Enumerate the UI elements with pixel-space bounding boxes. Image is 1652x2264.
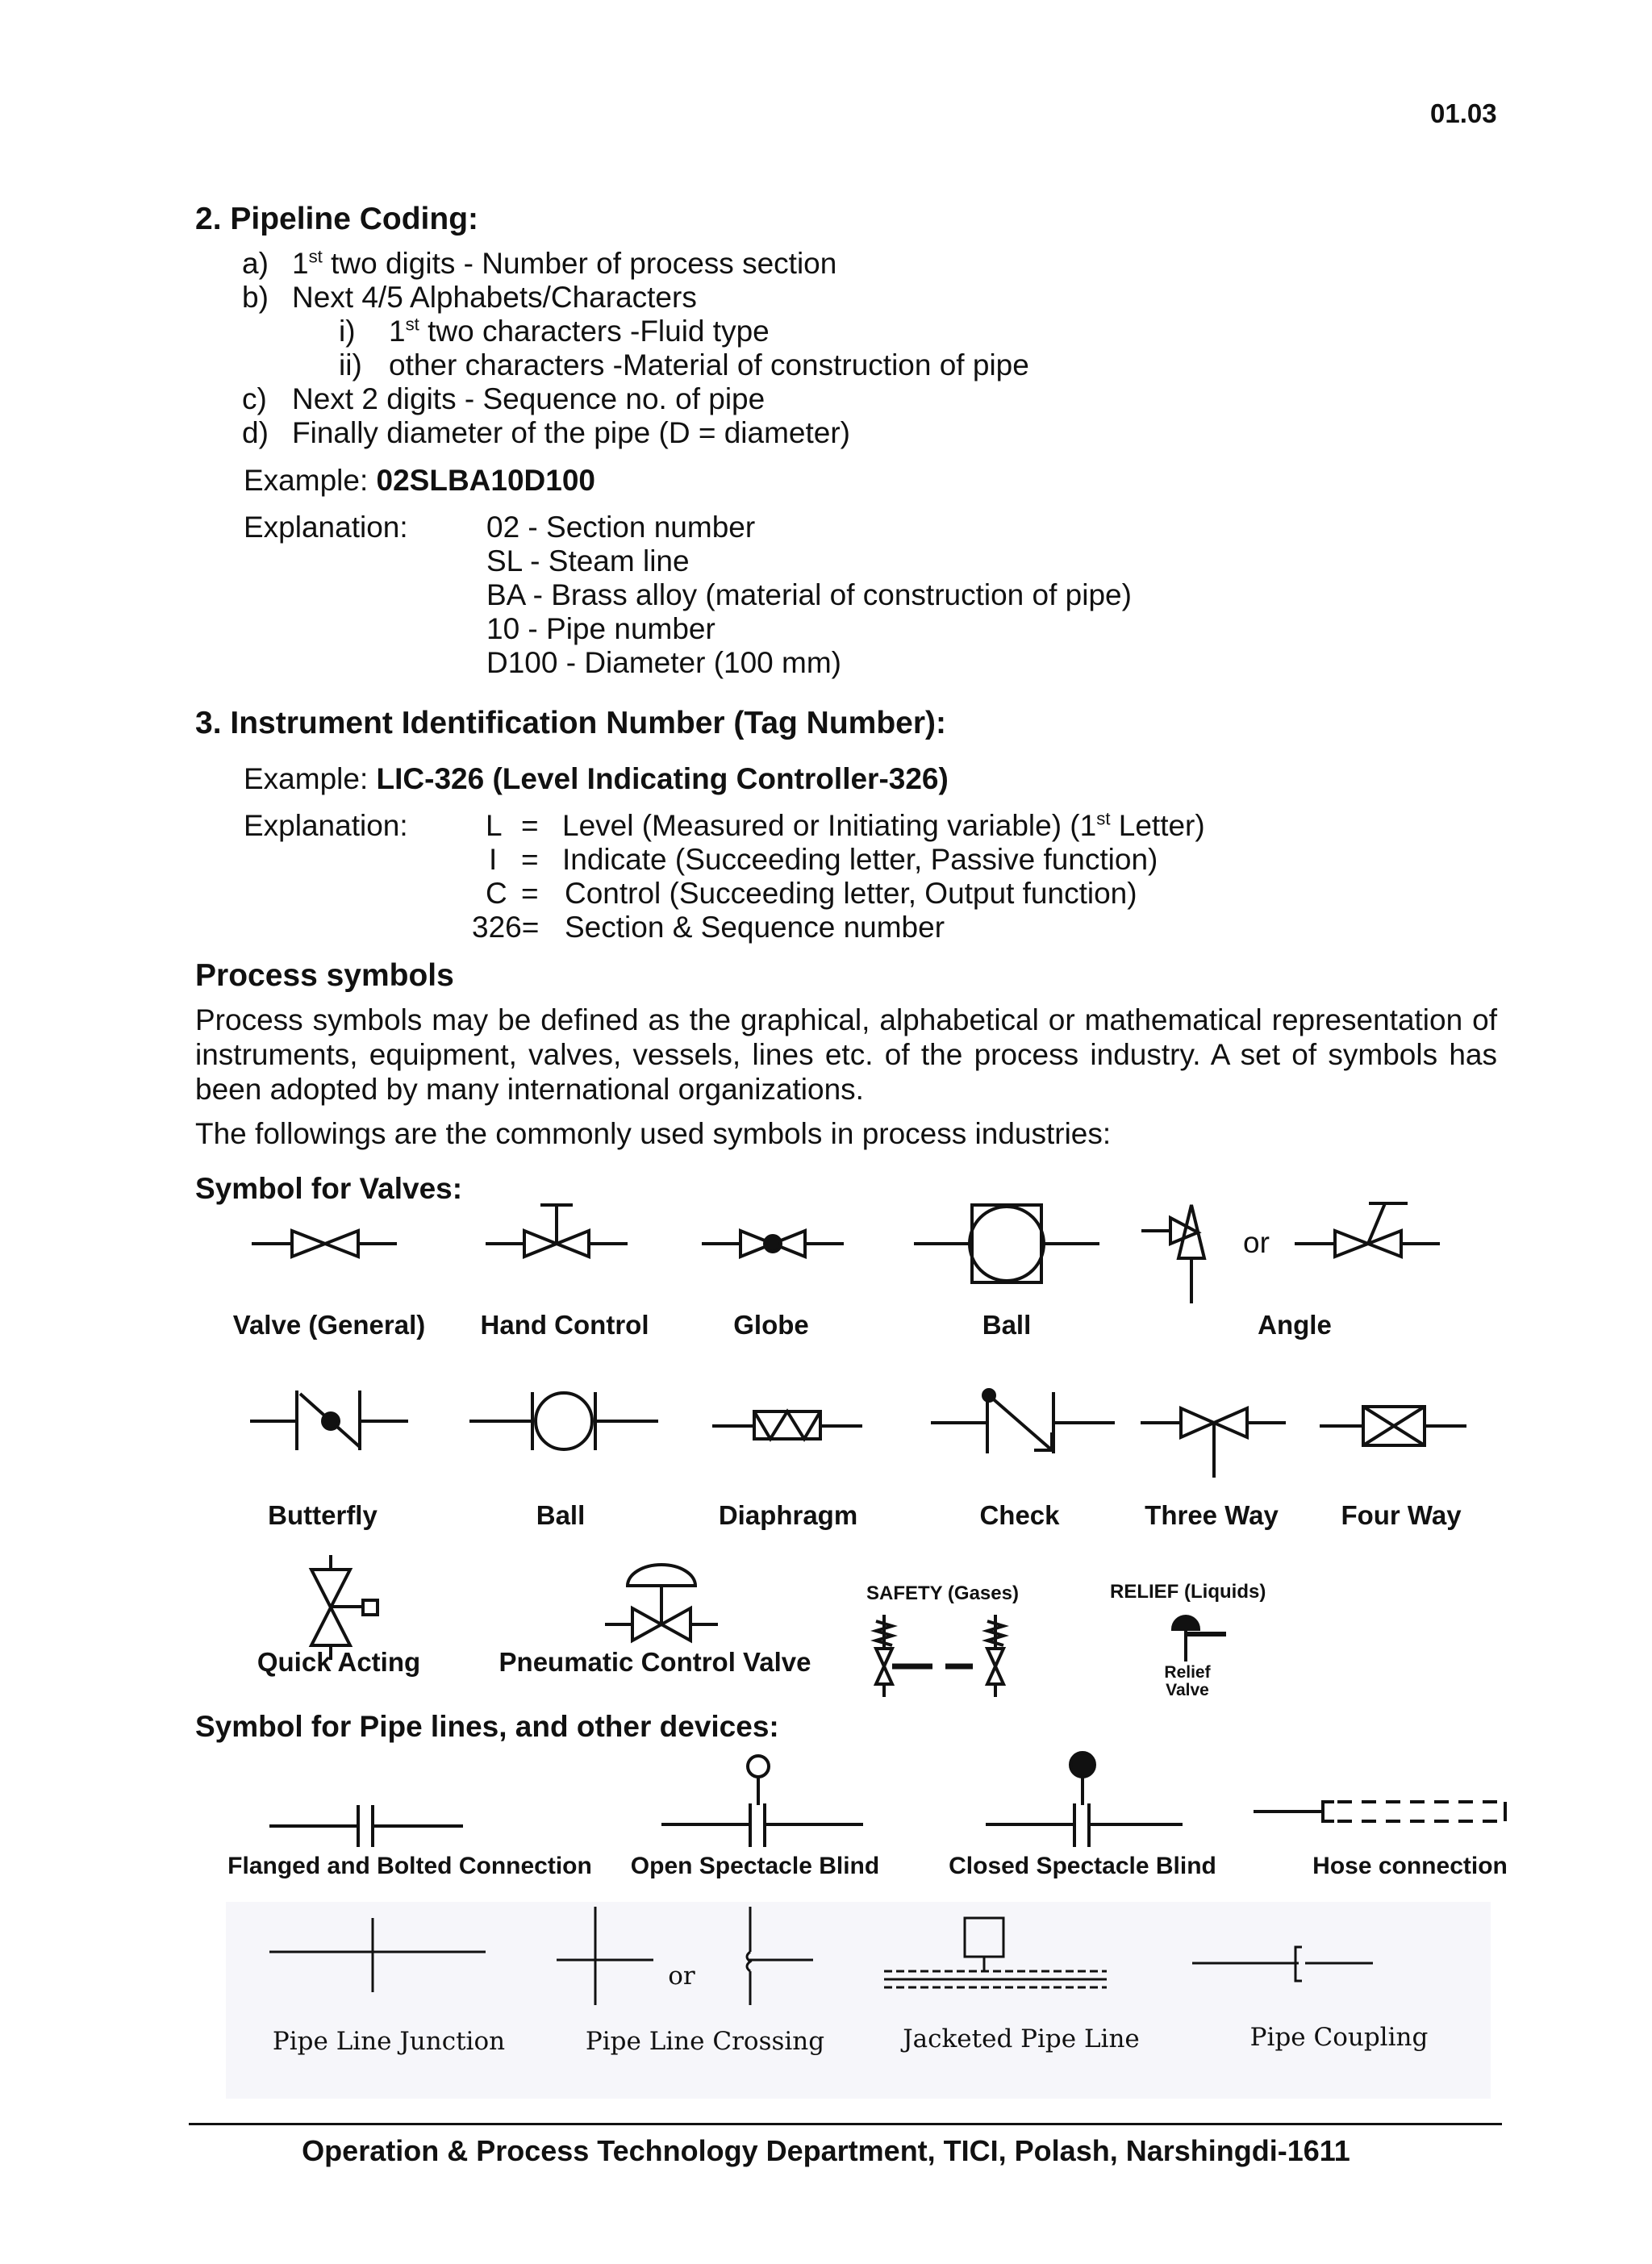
closed-spectacle-blind-label: Closed Spectacle Blind (949, 1853, 1216, 1879)
diaphragm-label: Diaphragm (718, 1500, 858, 1530)
page-number: 01.03 (1430, 98, 1497, 128)
pipeline-item-bi-label: i) (339, 315, 356, 348)
pipeline-item-bi: 1st two characters -Fluid type (389, 314, 770, 348)
closed-spectacle-blind-symbol (986, 1752, 1183, 1850)
instrument-example: Example: LIC-326 (Level Indicating Controller-326) (244, 762, 949, 795)
pipeline-explanation-0: 02 - Section number (486, 511, 756, 544)
jacketed-pipe-line-label: Jacketed Pipe Line (903, 2024, 1140, 2053)
instrument-row-c-text: Control (Succeeding letter, Output function) (565, 877, 1137, 910)
jacketed-pipe-line-symbol (884, 1915, 1107, 1995)
valve-general-symbol (252, 1218, 397, 1266)
angle-label: Angle (1258, 1310, 1332, 1340)
four-way-valve-symbol (1320, 1402, 1466, 1450)
hand-control-valve-symbol (486, 1200, 628, 1268)
pipeline-explanation-2: BA - Brass alloy (material of construction of pipe) (486, 578, 1132, 611)
pipeline-explanation-4: D100 - Diameter (100 mm) (486, 646, 842, 679)
relief-valve-caption: Relief Valve (1164, 1663, 1211, 1699)
pipeline-item-c-label: c) (242, 382, 267, 415)
diaphragm-valve-symbol (712, 1403, 862, 1444)
relief-valve-symbol (1170, 1616, 1226, 1662)
valve-general-label: Valve (General) (232, 1310, 426, 1340)
valves-heading: Symbol for Valves: (195, 1172, 463, 1205)
butterfly-label: Butterfly (268, 1500, 378, 1530)
ball-valve-symbol-2 (469, 1389, 658, 1453)
pipeline-heading: 2. Pipeline Coding: (195, 202, 479, 236)
pipe-coupling-symbol (1192, 1944, 1373, 1986)
pipeline-item-c: Next 2 digits - Sequence no. of pipe (292, 382, 766, 415)
butterfly-valve-symbol (250, 1387, 408, 1452)
pipeline-item-bii: other characters -Material of construction of pipe (389, 348, 1029, 382)
instrument-row-l-text: Level (Measured or Initiating variable) (1st Letter) (562, 808, 1205, 842)
pipeline-explanation-1: SL - Steam line (486, 544, 690, 577)
footer-text: Operation & Process Technology Department, TICI, Polash, Narshingdi-1611 (302, 2134, 1350, 2167)
angle-valve-symbol-2 (1295, 1199, 1440, 1268)
pipeline-item-b-label: b) (242, 281, 269, 314)
check-valve-symbol (931, 1389, 1115, 1457)
ball-label-1: Ball (982, 1310, 1032, 1340)
pipeline-item-b: Next 4/5 Alphabets/Characters (292, 281, 697, 314)
pipeline-item-a-label: a) (242, 247, 269, 280)
globe-label: Globe (733, 1310, 809, 1340)
pipe-line-crossing-label: Pipe Line Crossing (585, 2027, 825, 2056)
pipe-coupling-label: Pipe Coupling (1249, 2023, 1429, 2052)
process-symbols-intro: The followings are the commonly used symbols in process industries: (195, 1117, 1112, 1150)
hose-connection-symbol (1254, 1799, 1508, 1826)
instrument-row-326-key: 326= (472, 911, 540, 944)
angle-or-text: or (1243, 1226, 1270, 1259)
instrument-row-l-eq: = (521, 809, 539, 842)
pipe-line-crossing-symbol (557, 1903, 815, 2008)
instrument-row-c-eq: = (521, 877, 539, 910)
four-way-label: Four Way (1341, 1500, 1462, 1530)
pneumatic-control-valve-symbol (603, 1563, 718, 1650)
pipeline-item-d: Finally diameter of the pipe (D = diameter) (292, 416, 850, 449)
three-way-valve-symbol (1141, 1399, 1286, 1479)
ball-valve-symbol-1 (914, 1202, 1099, 1286)
footer-divider (189, 2123, 1502, 2125)
quick-acting-valve-symbol (307, 1555, 379, 1662)
pipeline-item-d-label: d) (242, 416, 269, 449)
pipe-line-junction-symbol (269, 1915, 486, 1995)
pipeline-item-a: 1st two digits - Number of process section (292, 246, 837, 280)
safety-label: SAFETY (Gases) (866, 1582, 1019, 1604)
three-way-label: Three Way (1145, 1500, 1279, 1530)
flanged-bolted-connection-symbol (269, 1803, 463, 1849)
check-label: Check (979, 1500, 1060, 1530)
angle-valve-symbol-1 (1141, 1200, 1209, 1305)
process-symbols-heading: Process symbols (195, 958, 454, 993)
instrument-heading: 3. Instrument Identification Number (Tag Number): (195, 706, 946, 740)
instrument-explanation-label: Explanation: (244, 809, 408, 842)
open-spectacle-blind-label: Open Spectacle Blind (630, 1853, 880, 1879)
pipeline-explanation-3: 10 - Pipe number (486, 612, 715, 645)
pipelines-heading: Symbol for Pipe lines, and other devices: (195, 1710, 779, 1743)
hand-control-label: Hand Control (480, 1310, 649, 1340)
instrument-row-i-key: I (489, 843, 498, 876)
pipeline-item-bii-label: ii) (339, 348, 362, 382)
pipe-crossing-or-text: or (668, 1962, 695, 1991)
instrument-row-i-eq: = (521, 843, 539, 876)
instrument-row-c-key: C (486, 877, 507, 910)
pneumatic-control-valve-label: Pneumatic Control Valve (499, 1647, 811, 1677)
instrument-row-l-key: L (486, 809, 503, 842)
instrument-row-i-text: Indicate (Succeeding letter, Passive function) (562, 843, 1158, 876)
globe-valve-symbol (702, 1218, 844, 1266)
ball-label-2: Ball (536, 1500, 586, 1530)
hose-connection-label: Hose connection (1312, 1853, 1508, 1879)
pipeline-explanation-label: Explanation: (244, 511, 408, 544)
instrument-row-326-text: Section & Sequence number (565, 911, 945, 944)
pipeline-example: Example: 02SLBA10D100 (244, 464, 595, 497)
relief-label: RELIEF (Liquids) (1110, 1581, 1266, 1603)
pipe-line-junction-label: Pipe Line Junction (272, 2027, 506, 2056)
process-symbols-paragraph: Process symbols may be defined as the graphical, alphabetical or mathematical representation of instruments, equipment, valves, vessels, lines etc. of the process industry. A set of symbols has been adopted by many international organizations. (195, 1003, 1497, 1106)
flanged-bolted-connection-label: Flanged and Bolted Connection (227, 1853, 592, 1879)
safety-valve-symbol (873, 1613, 1018, 1697)
quick-acting-label: Quick Acting (257, 1647, 421, 1677)
open-spectacle-blind-symbol (661, 1755, 863, 1850)
